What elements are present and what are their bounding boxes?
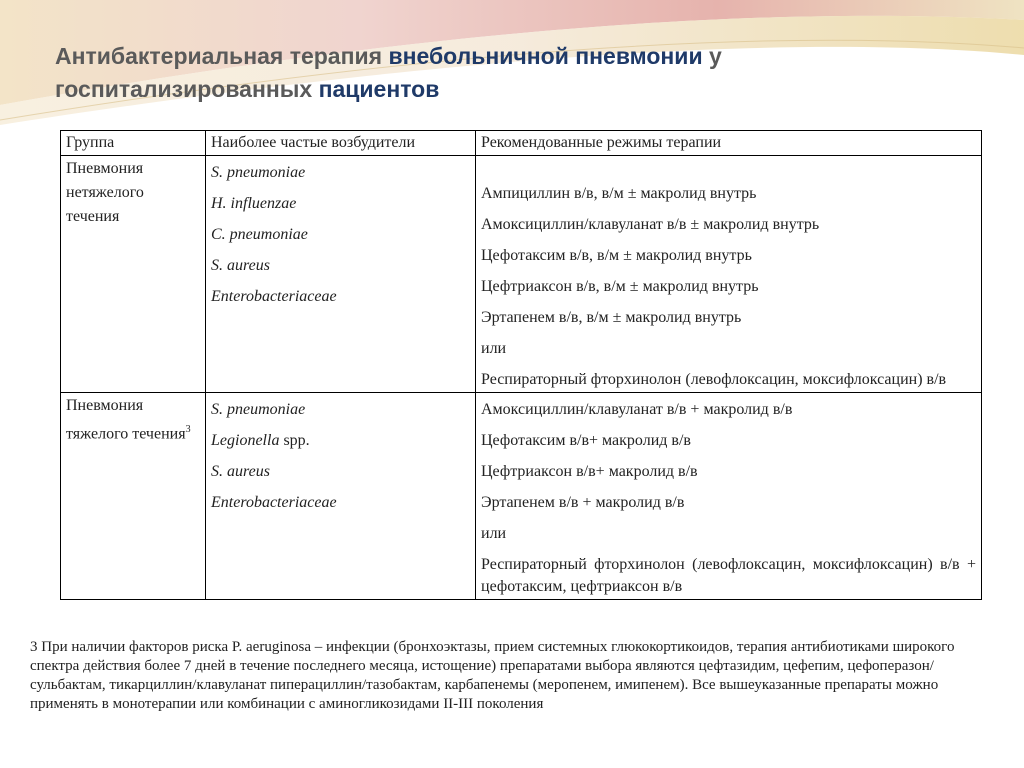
pathogen: Enterobacteriaceae	[211, 288, 337, 305]
header-pathogens: Наиболее частые возбудители	[206, 131, 476, 156]
pathogen-name: Legionella	[211, 432, 280, 449]
regimen: Эртапенем в/в + макролид в/в	[481, 494, 685, 511]
regimen: Амоксициллин/клавуланат в/в + макролид в/в	[481, 401, 793, 418]
regimen: Респираторный фторхинолон (левофлоксацин, моксифлоксацин) в/в + цефотаксим, цефтриаксон в/в	[481, 556, 976, 595]
regimen: Цефтриаксон в/в+ макролид в/в	[481, 463, 698, 480]
footnote: 3 При наличии факторов риска P. aeruginosa – инфекции (бронхоэктазы, прием системных глюкокортикоидов, терапия антибиотиками широкого спектра действия более 7 дней в течение последнего месяца, истощение) препаратами выбора являются цефтазидим, цефепим, цефоперазон/сульбактам, тикарциллин/клавуланат пиперациллин/тазобактам, карбапенемы (меропенем, имипенем). Все вышеуказанные препараты можно применять в монотерапии или комбинации с аминогликозидами II-III поколения	[30, 639, 955, 712]
header-regimens: Рекомендованные режимы терапии	[476, 131, 982, 156]
pathogens-cell	[206, 156, 476, 393]
pathogen-suffix: spp.	[279, 432, 310, 449]
pathogen: Enterobacteriaceae	[211, 494, 337, 511]
title-part-1: Антибактериальная терапия	[55, 43, 389, 69]
regimen: Цефотаксим в/в+ макролид в/в	[481, 432, 691, 449]
pathogen: S. pneumoniae	[211, 401, 306, 418]
pathogen: H. influenzae	[211, 195, 297, 212]
table-header-row	[61, 131, 982, 156]
table-row	[61, 156, 982, 393]
regimen: Цефтриаксон в/в, в/м ± макролид внутрь	[481, 278, 759, 295]
regimen: Эртапенем в/в, в/м ± макролид внутрь	[481, 309, 742, 326]
regimen-or: или	[481, 340, 507, 357]
title-highlight-1: внебольничной пневмонии	[388, 43, 709, 69]
footnote-marker: 3	[185, 424, 191, 435]
table-row	[61, 393, 982, 600]
pathogen: S. pneumoniae	[211, 164, 306, 181]
regimen: Респираторный фторхинолон (левофлоксацин, моксифлоксацин) в/в	[481, 371, 947, 388]
regimens-cell	[476, 156, 982, 393]
page-title	[55, 40, 985, 106]
header-group: Группа	[61, 131, 206, 156]
group-cell	[61, 156, 206, 393]
group-label: Пневмония тяжелого течения	[66, 397, 186, 443]
pathogen: S. aureus	[211, 257, 270, 274]
group-cell	[61, 393, 206, 600]
title-highlight-2: пациентов	[318, 76, 440, 102]
regimen-or: или	[481, 525, 507, 542]
therapy-table	[60, 130, 982, 600]
regimen: Ампициллин в/в, в/м ± макролид внутрь	[481, 185, 757, 202]
group-label: Пневмония нетяжелого течения	[66, 160, 144, 225]
regimens-cell	[476, 393, 982, 600]
regimen: Амоксициллин/клавуланат в/в ± макролид внутрь	[481, 216, 820, 233]
pathogens-cell	[206, 393, 476, 600]
pathogen: C. pneumoniae	[211, 226, 308, 243]
title-part-2: у госпитализированных	[55, 43, 722, 102]
pathogen	[211, 425, 470, 456]
regimen: Цефотаксим в/в, в/м ± макролид внутрь	[481, 247, 752, 264]
pathogen: S. aureus	[211, 463, 270, 480]
